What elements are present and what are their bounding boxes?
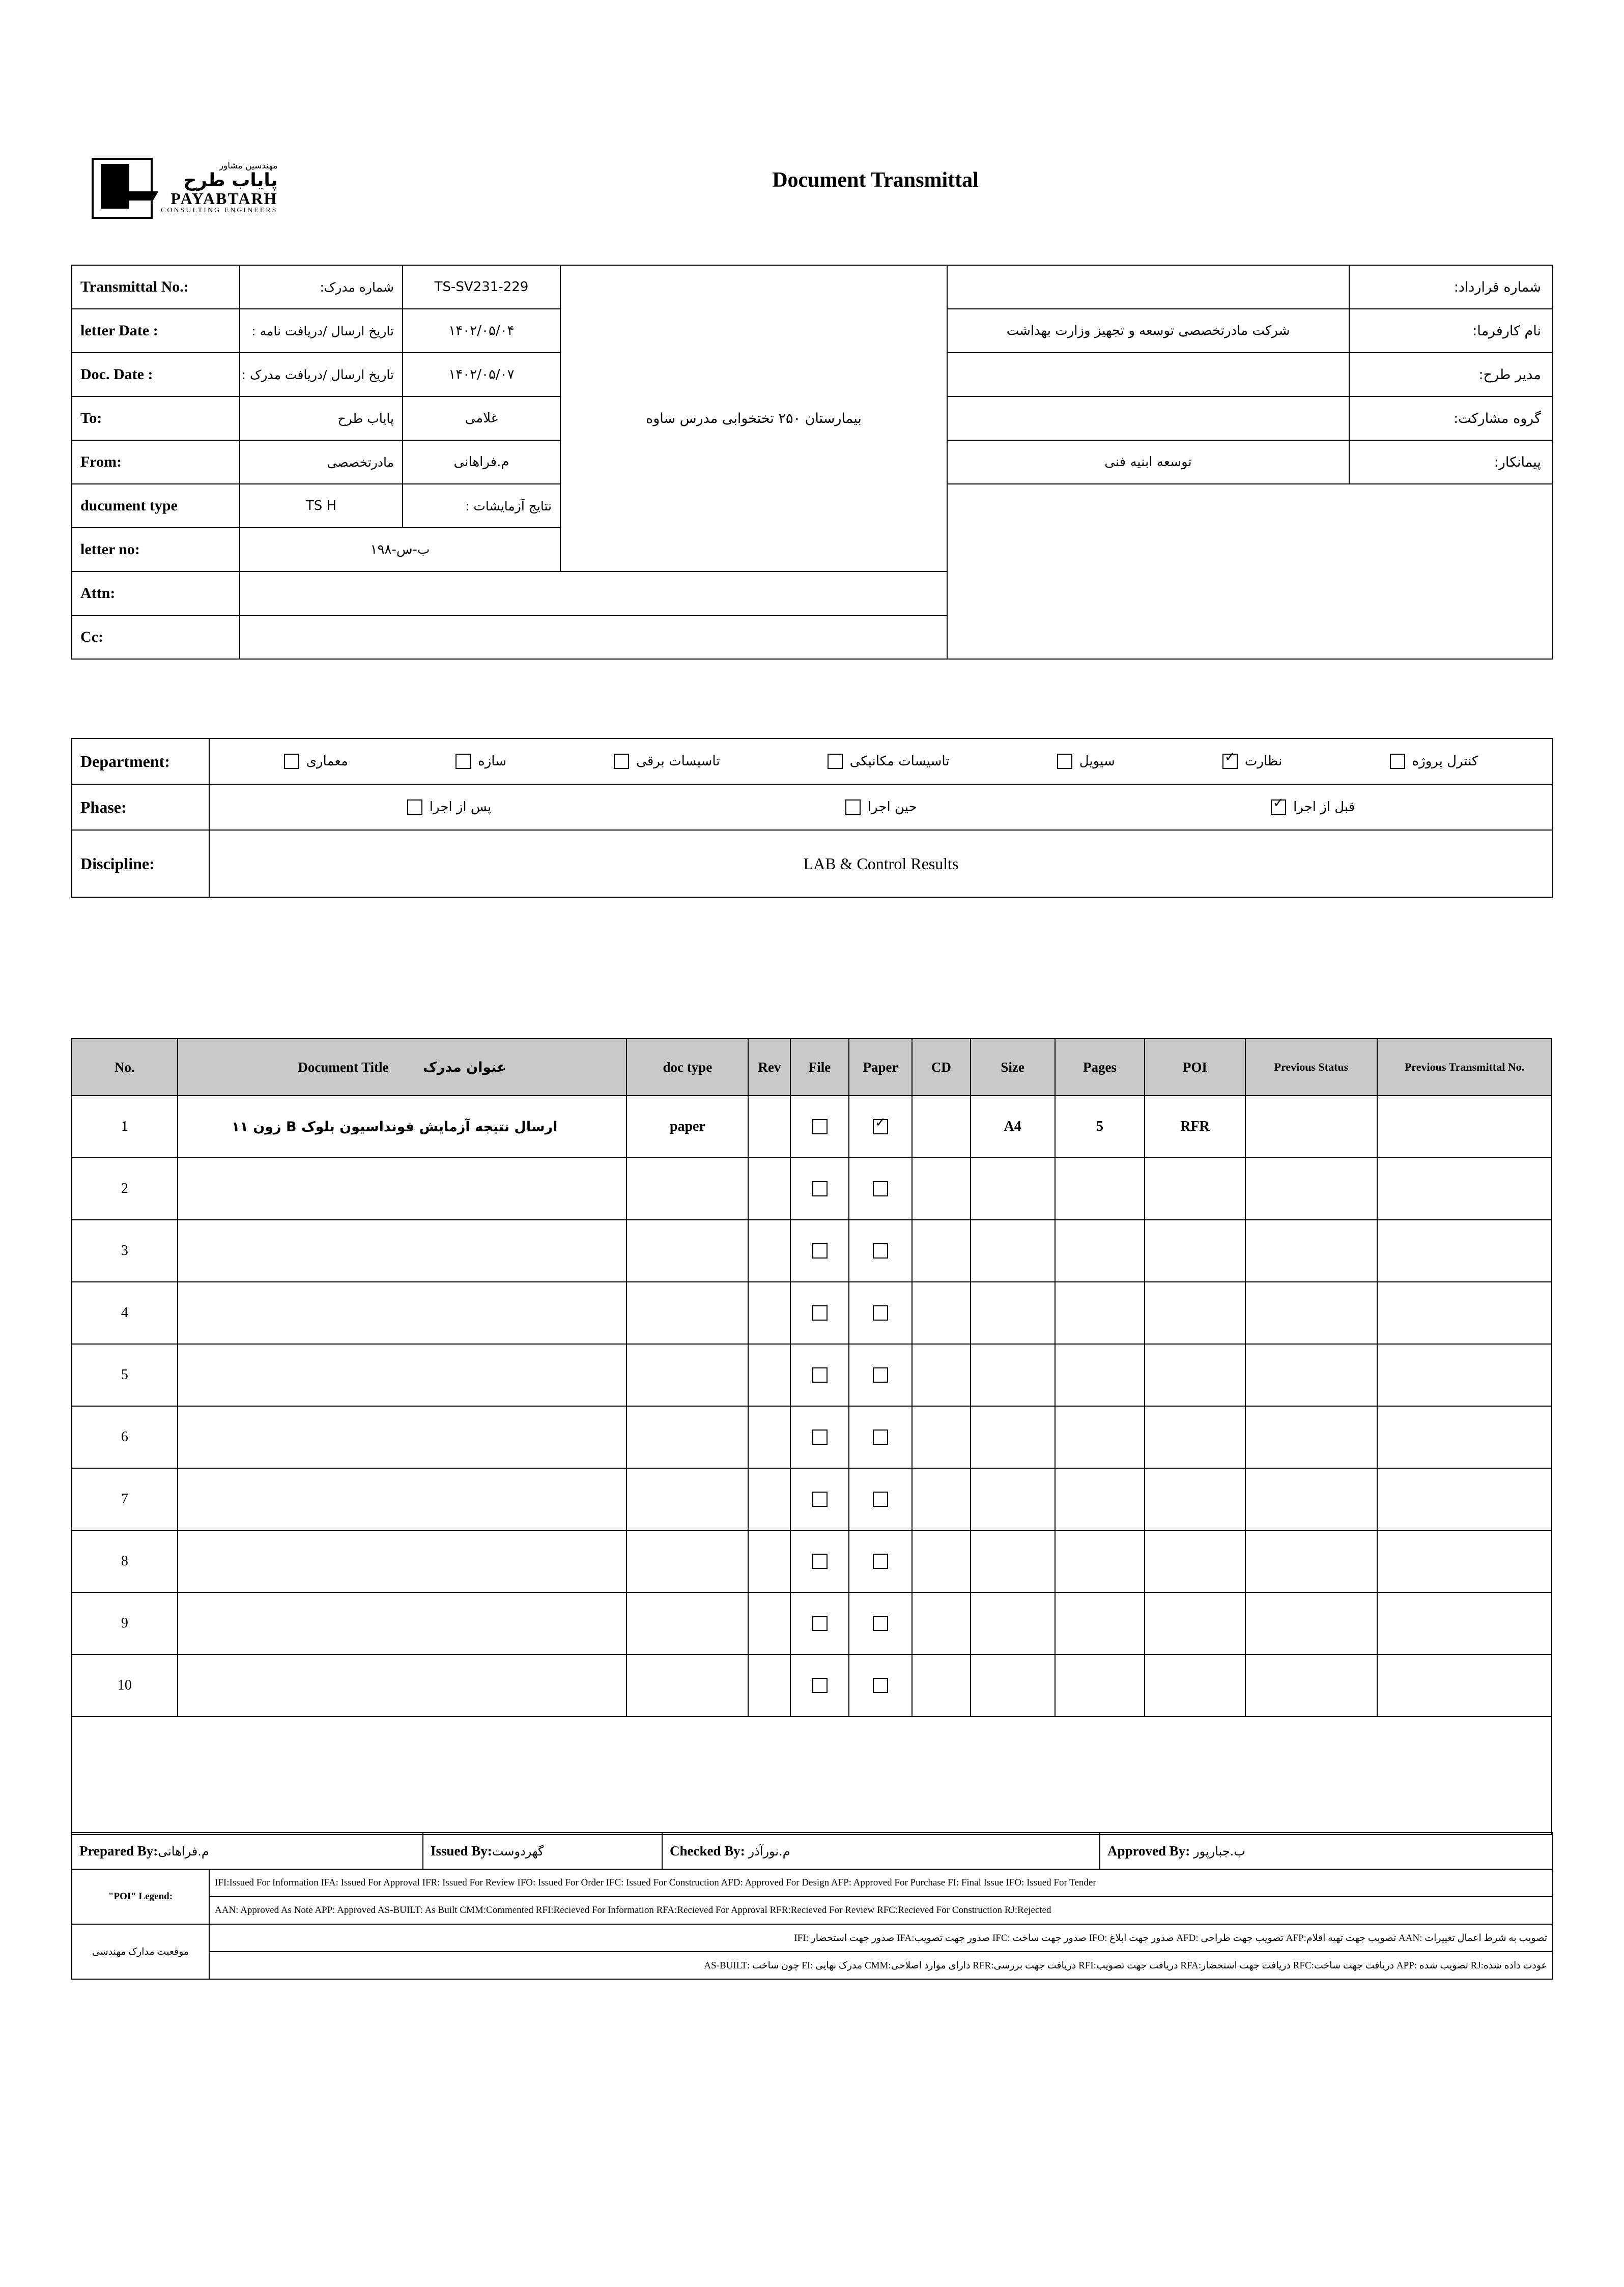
row-poi xyxy=(1145,1220,1245,1282)
cc-label-en: Cc: xyxy=(72,615,240,659)
row-file[interactable] xyxy=(790,1282,848,1344)
row-document-title xyxy=(178,1406,627,1468)
col-no: No. xyxy=(72,1039,178,1096)
contract-no-value xyxy=(947,265,1349,309)
row-poi xyxy=(1145,1344,1245,1406)
approved-by-label: Approved By: xyxy=(1107,1843,1190,1859)
row-doc-type xyxy=(626,1654,748,1717)
issued-by-label: Issued By: xyxy=(431,1843,492,1859)
row-size xyxy=(971,1530,1055,1592)
row-size xyxy=(971,1220,1055,1282)
row-file-checkbox[interactable] xyxy=(812,1554,828,1569)
row-paper[interactable] xyxy=(849,1096,913,1158)
row-previous-transmittal-no xyxy=(1377,1406,1552,1468)
row-doc-type xyxy=(626,1220,748,1282)
department-option-1[interactable] xyxy=(1222,754,1283,769)
row-file[interactable] xyxy=(790,1468,848,1530)
approved-by-cell xyxy=(1100,1833,1553,1869)
col-document-title xyxy=(178,1039,627,1096)
employer-name-value: شرکت مادرتخصصی توسعه و تجهیز وزارت بهداشت xyxy=(947,309,1349,353)
col-poi: POI xyxy=(1145,1039,1245,1096)
phase-option-checkbox[interactable] xyxy=(845,799,861,815)
logo-mark-icon xyxy=(92,158,153,219)
row-paper-checkbox[interactable] xyxy=(873,1616,888,1631)
row-rev xyxy=(748,1220,790,1282)
row-file[interactable] xyxy=(790,1592,848,1654)
row-cd xyxy=(912,1530,970,1592)
cc-value xyxy=(240,615,947,659)
transmittal-no-label-fa: شماره مدرک: xyxy=(240,265,403,309)
row-rev xyxy=(748,1530,790,1592)
col-doc-type: doc type xyxy=(626,1039,748,1096)
row-previous-status xyxy=(1245,1654,1378,1717)
row-paper-checkbox[interactable] xyxy=(873,1181,888,1196)
department-option-label: معماری xyxy=(306,754,348,769)
row-previous-status xyxy=(1245,1344,1378,1406)
row-doc-type xyxy=(626,1158,748,1220)
project-manager-value xyxy=(947,353,1349,396)
row-cd xyxy=(912,1468,970,1530)
department-option-checkbox[interactable] xyxy=(1057,754,1072,769)
row-rev xyxy=(748,1344,790,1406)
row-file-checkbox[interactable] xyxy=(812,1181,828,1196)
logo-line2: پایاب طرح xyxy=(183,169,278,191)
row-previous-transmittal-no xyxy=(1377,1654,1552,1717)
documents-notes-area xyxy=(72,1717,1552,1835)
row-paper-checkbox[interactable] xyxy=(873,1367,888,1383)
department-option-label: نظارت xyxy=(1244,754,1283,769)
row-no: 4 xyxy=(72,1282,178,1344)
doc-date-value: ۱۴۰۲/۰۵/۰۷ xyxy=(403,353,560,396)
department-option-label: تاسیسات برقی xyxy=(636,754,720,769)
row-previous-transmittal-no xyxy=(1377,1096,1552,1158)
row-rev xyxy=(748,1654,790,1717)
row-file-checkbox[interactable] xyxy=(812,1678,828,1693)
row-size xyxy=(971,1282,1055,1344)
row-no: 3 xyxy=(72,1220,178,1282)
col-rev: Rev xyxy=(748,1039,790,1096)
row-previous-transmittal-no xyxy=(1377,1282,1552,1344)
col-cd: CD xyxy=(912,1039,970,1096)
page-title: Document Transmittal xyxy=(772,168,979,192)
row-document-title xyxy=(178,1592,627,1654)
contract-no-label: شماره قرارداد: xyxy=(1349,265,1553,309)
letter-date-label-fa: تاریخ ارسال /دریافت نامه : xyxy=(240,309,403,353)
row-rev xyxy=(748,1096,790,1158)
issued-by-value: گهردوست xyxy=(492,1844,544,1859)
poi-legend-table xyxy=(71,1869,1553,1980)
department-option-checkbox[interactable] xyxy=(455,754,471,769)
from-label-fa: مادرتخصصی xyxy=(240,440,403,484)
phase-option-0[interactable] xyxy=(1271,799,1355,815)
issued-by-cell xyxy=(423,1833,662,1869)
row-file-checkbox[interactable] xyxy=(812,1367,828,1383)
department-option-6[interactable] xyxy=(284,754,348,769)
row-paper-checkbox[interactable] xyxy=(873,1243,888,1259)
to-label-fa: پایاب طرح xyxy=(240,396,403,440)
logo-line4: CONSULTING ENGINEERS xyxy=(161,207,278,215)
row-paper[interactable] xyxy=(849,1158,913,1220)
row-rev xyxy=(748,1282,790,1344)
transmittal-no-label-en: Transmittal No.: xyxy=(72,265,240,309)
table-row xyxy=(72,1468,1552,1530)
row-paper-checkbox[interactable] xyxy=(873,1554,888,1569)
department-option-label: سازه xyxy=(478,754,507,769)
row-paper[interactable] xyxy=(849,1344,913,1406)
phase-label: Phase: xyxy=(72,784,209,830)
row-previous-status xyxy=(1245,1468,1378,1530)
department-option-label: کنترل پروژه xyxy=(1412,754,1478,769)
row-poi xyxy=(1145,1468,1245,1530)
logo-line1: مهندسین مشاور xyxy=(219,161,278,171)
from-value: م.فراهانی xyxy=(403,440,560,484)
department-options xyxy=(209,738,1553,784)
col-file: File xyxy=(790,1039,848,1096)
project-manager-label: مدیر طرح: xyxy=(1349,353,1553,396)
letter-date-label-en: letter Date : xyxy=(72,309,240,353)
legend-line-2: AAN: Approved As Note APP: Approved AS-BUILT: As Built CMM:Commented RFI:Recieved For Information RFA:Recieved For Approval RFR:Recieved For Review RFC:Recieved For Construction RJ:Rejected xyxy=(209,1897,1553,1924)
row-no: 1 xyxy=(72,1096,178,1158)
row-no: 9 xyxy=(72,1592,178,1654)
row-rev xyxy=(748,1592,790,1654)
discipline-value: LAB & Control Results xyxy=(209,830,1553,897)
row-paper-checkbox[interactable] xyxy=(873,1430,888,1445)
col-previous-status: Previous Status xyxy=(1245,1039,1378,1096)
department-option-0[interactable] xyxy=(1390,754,1478,769)
row-doc-type xyxy=(626,1530,748,1592)
row-cd xyxy=(912,1158,970,1220)
row-previous-transmittal-no xyxy=(1377,1468,1552,1530)
row-pages xyxy=(1055,1530,1145,1592)
row-rev xyxy=(748,1406,790,1468)
row-previous-status xyxy=(1245,1158,1378,1220)
row-no: 10 xyxy=(72,1654,178,1717)
from-label-en: From: xyxy=(72,440,240,484)
row-rev xyxy=(748,1468,790,1530)
row-paper[interactable] xyxy=(849,1592,913,1654)
participation-group-label: گروه مشارکت: xyxy=(1349,396,1553,440)
row-size xyxy=(971,1592,1055,1654)
row-document-title xyxy=(178,1530,627,1592)
row-doc-type xyxy=(626,1592,748,1654)
row-document-title: ارسال نتیجه آزمایش فونداسیون بلوک B زون ۱۱ xyxy=(178,1096,627,1158)
phase-option-1[interactable] xyxy=(845,799,917,815)
attn-value xyxy=(240,571,947,615)
checked-by-cell xyxy=(662,1833,1100,1869)
col-pages: Pages xyxy=(1055,1039,1145,1096)
logo-text xyxy=(161,162,277,215)
discipline-row xyxy=(72,830,1553,897)
row-pages xyxy=(1055,1344,1145,1406)
row-poi xyxy=(1145,1282,1245,1344)
table-row xyxy=(72,1282,1552,1344)
row-no: 2 xyxy=(72,1158,178,1220)
row-paper-checkbox[interactable] xyxy=(873,1119,888,1134)
prepared-by-value: م.فراهانی xyxy=(158,1844,209,1859)
to-value: غلامی xyxy=(403,396,560,440)
table-row xyxy=(72,1592,1552,1654)
row-no: 6 xyxy=(72,1406,178,1468)
row-pages xyxy=(1055,1406,1145,1468)
row-pages xyxy=(1055,1158,1145,1220)
documents-table xyxy=(71,1038,1552,1835)
row-poi: RFR xyxy=(1145,1096,1245,1158)
table-row xyxy=(72,1530,1552,1592)
checked-by-label: Checked By: xyxy=(670,1843,745,1859)
row-file[interactable] xyxy=(790,1654,848,1717)
row-previous-transmittal-no xyxy=(1377,1158,1552,1220)
letter-no-label-en: letter no: xyxy=(72,528,240,571)
table-row xyxy=(72,1406,1552,1468)
department-option-label: سیویل xyxy=(1079,754,1115,769)
participation-group-value xyxy=(947,396,1349,440)
legend-line-1: IFI:Issued For Information IFA: Issued For Approval IFR: Issued For Review IFO: Issued For Order IFC: Issued For Construction AFD: Approved For Design AFP: Approved For Purchase FI: Final Issue IFO: Issued For Tender xyxy=(209,1869,1553,1897)
checked-by-value: م.نورآذر xyxy=(748,1844,790,1859)
row-file-checkbox[interactable] xyxy=(812,1243,828,1259)
doc-type-label-fa: نتایج آزمایشات : xyxy=(403,484,560,528)
row-paper[interactable] xyxy=(849,1282,913,1344)
transmittal-info-table xyxy=(71,265,1553,660)
row-cd xyxy=(912,1220,970,1282)
row-previous-status xyxy=(1245,1592,1378,1654)
row-previous-transmittal-no xyxy=(1377,1530,1552,1592)
row-cd xyxy=(912,1406,970,1468)
row-poi xyxy=(1145,1530,1245,1592)
row-doc-type xyxy=(626,1344,748,1406)
row-file-checkbox[interactable] xyxy=(812,1119,828,1134)
prepared-by-label: Prepared By: xyxy=(79,1843,158,1859)
row-file[interactable] xyxy=(790,1158,848,1220)
table-row-blank xyxy=(72,1717,1552,1835)
row-no: 7 xyxy=(72,1468,178,1530)
row-paper[interactable] xyxy=(849,1406,913,1468)
phase-option-label: پس از اجرا xyxy=(429,799,492,815)
row-file-checkbox[interactable] xyxy=(812,1430,828,1445)
row-pages xyxy=(1055,1654,1145,1717)
contractor-label: پیمانکار: xyxy=(1349,440,1553,484)
phase-option-checkbox[interactable] xyxy=(1271,799,1286,815)
row-cd xyxy=(912,1654,970,1717)
row-previous-transmittal-no xyxy=(1377,1220,1552,1282)
row-file[interactable] xyxy=(790,1344,848,1406)
row-doc-type xyxy=(626,1406,748,1468)
row-previous-transmittal-no xyxy=(1377,1592,1552,1654)
signatures-table xyxy=(71,1832,1553,1870)
department-label: Department: xyxy=(72,738,209,784)
row-paper-checkbox[interactable] xyxy=(873,1678,888,1693)
row-size xyxy=(971,1654,1055,1717)
row-document-title xyxy=(178,1282,627,1344)
legend-label-fa: موقعیت مدارک مهندسی xyxy=(72,1924,209,1979)
project-name-value: بیمارستان ۲۵۰ تختخوابی مدرس ساوه xyxy=(560,265,947,571)
department-option-checkbox[interactable] xyxy=(614,754,629,769)
row-doc-type: paper xyxy=(626,1096,748,1158)
col-paper: Paper xyxy=(849,1039,913,1096)
employer-name-label: نام کارفرما: xyxy=(1349,309,1553,353)
approved-by-value: ب.جبارپور xyxy=(1193,1844,1245,1859)
row-document-title xyxy=(178,1654,627,1717)
table-row xyxy=(72,1158,1552,1220)
row-file-checkbox[interactable] xyxy=(812,1492,828,1507)
phase-option-2[interactable] xyxy=(407,799,492,815)
info-empty-right xyxy=(947,484,1553,659)
phase-option-label: قبل از اجرا xyxy=(1293,799,1355,815)
table-row xyxy=(72,1344,1552,1406)
row-pages: 5 xyxy=(1055,1096,1145,1158)
page-header xyxy=(71,153,1547,244)
row-cd xyxy=(912,1282,970,1344)
row-poi xyxy=(1145,1158,1245,1220)
row-size xyxy=(971,1468,1055,1530)
row-size: A4 xyxy=(971,1096,1055,1158)
phase-option-checkbox[interactable] xyxy=(407,799,422,815)
table-row xyxy=(72,1096,1552,1158)
contractor-value: توسعه ابنیه فنی xyxy=(947,440,1349,484)
row-file[interactable] xyxy=(790,1220,848,1282)
discipline-label: Discipline: xyxy=(72,830,209,897)
department-option-4[interactable] xyxy=(614,754,720,769)
row-previous-status xyxy=(1245,1220,1378,1282)
department-option-checkbox[interactable] xyxy=(284,754,299,769)
department-option-label: تاسیسات مکانیکی xyxy=(849,754,950,769)
department-option-checkbox[interactable] xyxy=(1222,754,1238,769)
row-previous-status xyxy=(1245,1530,1378,1592)
row-no: 8 xyxy=(72,1530,178,1592)
letter-date-value: ۱۴۰۲/۰۵/۰۴ xyxy=(403,309,560,353)
row-size xyxy=(971,1344,1055,1406)
row-pages xyxy=(1055,1220,1145,1282)
legend-line-4: عودت داده شده:RJ تصویب شده :APP دریافت جهت ساخت:RFC دریافت جهت استحضار:RFA دریافت جهت تصویب:RFI دریافت جهت بررسی:RFR دارای موارد اصلاحی:CMM مدرک نهایی :FI چون ساخت :AS-BUILT xyxy=(209,1952,1553,1979)
department-option-checkbox[interactable] xyxy=(1390,754,1405,769)
department-row xyxy=(72,738,1553,784)
row-doc-type xyxy=(626,1282,748,1344)
col-size: Size xyxy=(971,1039,1055,1096)
documents-header-row xyxy=(72,1039,1552,1096)
prepared-by-cell xyxy=(72,1833,423,1869)
doc-type-label-en: ducument type xyxy=(72,484,240,528)
doc-date-label-fa: تاریخ ارسال /دریافت مدرک : xyxy=(240,353,403,396)
letter-no-value: ب-س-۱۹۸ xyxy=(240,528,560,571)
legend-label: "POI" Legend: xyxy=(72,1869,209,1924)
row-pages xyxy=(1055,1592,1145,1654)
row-no: 5 xyxy=(72,1344,178,1406)
row-file-checkbox[interactable] xyxy=(812,1616,828,1631)
department-option-2[interactable] xyxy=(1057,754,1115,769)
row-document-title xyxy=(178,1468,627,1530)
row-paper-checkbox[interactable] xyxy=(873,1305,888,1321)
row-paper[interactable] xyxy=(849,1530,913,1592)
row-paper[interactable] xyxy=(849,1468,913,1530)
col-document-title-en: Document Title xyxy=(298,1059,389,1075)
department-option-checkbox[interactable] xyxy=(828,754,843,769)
col-document-title-fa: عنوان مدرک xyxy=(423,1059,506,1075)
phase-options xyxy=(209,784,1553,830)
row-file[interactable] xyxy=(790,1530,848,1592)
row-paper[interactable] xyxy=(849,1220,913,1282)
row-doc-type xyxy=(626,1468,748,1530)
legend-row-3 xyxy=(72,1924,1553,1952)
row-poi xyxy=(1145,1654,1245,1717)
attn-label-en: Attn: xyxy=(72,571,240,615)
row-previous-status xyxy=(1245,1282,1378,1344)
col-previous-transmittal-no: Previous Transmittal No. xyxy=(1377,1039,1552,1096)
row-rev xyxy=(748,1158,790,1220)
signature-row xyxy=(72,1833,1553,1869)
department-option-5[interactable] xyxy=(455,754,506,769)
row-file[interactable] xyxy=(790,1096,848,1158)
row-poi xyxy=(1145,1406,1245,1468)
row-document-title xyxy=(178,1344,627,1406)
row-cd xyxy=(912,1592,970,1654)
logo-line3: PAYABTARH xyxy=(170,189,278,208)
table-row xyxy=(72,1654,1552,1717)
doc-date-label-en: Doc. Date : xyxy=(72,353,240,396)
doc-type-value: TS H xyxy=(240,484,403,528)
company-logo xyxy=(92,158,277,219)
row-file-checkbox[interactable] xyxy=(812,1305,828,1321)
department-option-3[interactable] xyxy=(828,754,950,769)
row-poi xyxy=(1145,1592,1245,1654)
row-previous-transmittal-no xyxy=(1377,1344,1552,1406)
row-paper[interactable] xyxy=(849,1654,913,1717)
phase-option-label: حین اجرا xyxy=(867,799,917,815)
row-previous-status xyxy=(1245,1096,1378,1158)
row-cd xyxy=(912,1096,970,1158)
row-cd xyxy=(912,1344,970,1406)
table-row xyxy=(72,1220,1552,1282)
to-label-en: To: xyxy=(72,396,240,440)
legend-row-1 xyxy=(72,1869,1553,1897)
row-pages xyxy=(1055,1282,1145,1344)
legend-row-2 xyxy=(72,1897,1553,1924)
phase-row xyxy=(72,784,1553,830)
classification-table xyxy=(71,738,1553,898)
legend-row-4 xyxy=(72,1952,1553,1979)
legend-line-3: تصویب به شرط اعمال تغییرات :AAN تصویب جهت تهیه اقلام:AFP تصویب جهت طراحی :AFD صدور جهت ابلاغ :IFO صدور جهت ساخت :IFC صدور جهت تصویب:IFA صدور جهت استحضار :IFI xyxy=(209,1924,1553,1952)
info-row-transmittal-no xyxy=(72,265,1553,309)
row-previous-status xyxy=(1245,1406,1378,1468)
row-size xyxy=(971,1406,1055,1468)
row-pages xyxy=(1055,1468,1145,1530)
row-size xyxy=(971,1158,1055,1220)
row-file[interactable] xyxy=(790,1406,848,1468)
row-paper-checkbox[interactable] xyxy=(873,1492,888,1507)
row-document-title xyxy=(178,1158,627,1220)
row-document-title xyxy=(178,1220,627,1282)
transmittal-no-value: TS-SV231-229 xyxy=(403,265,560,309)
